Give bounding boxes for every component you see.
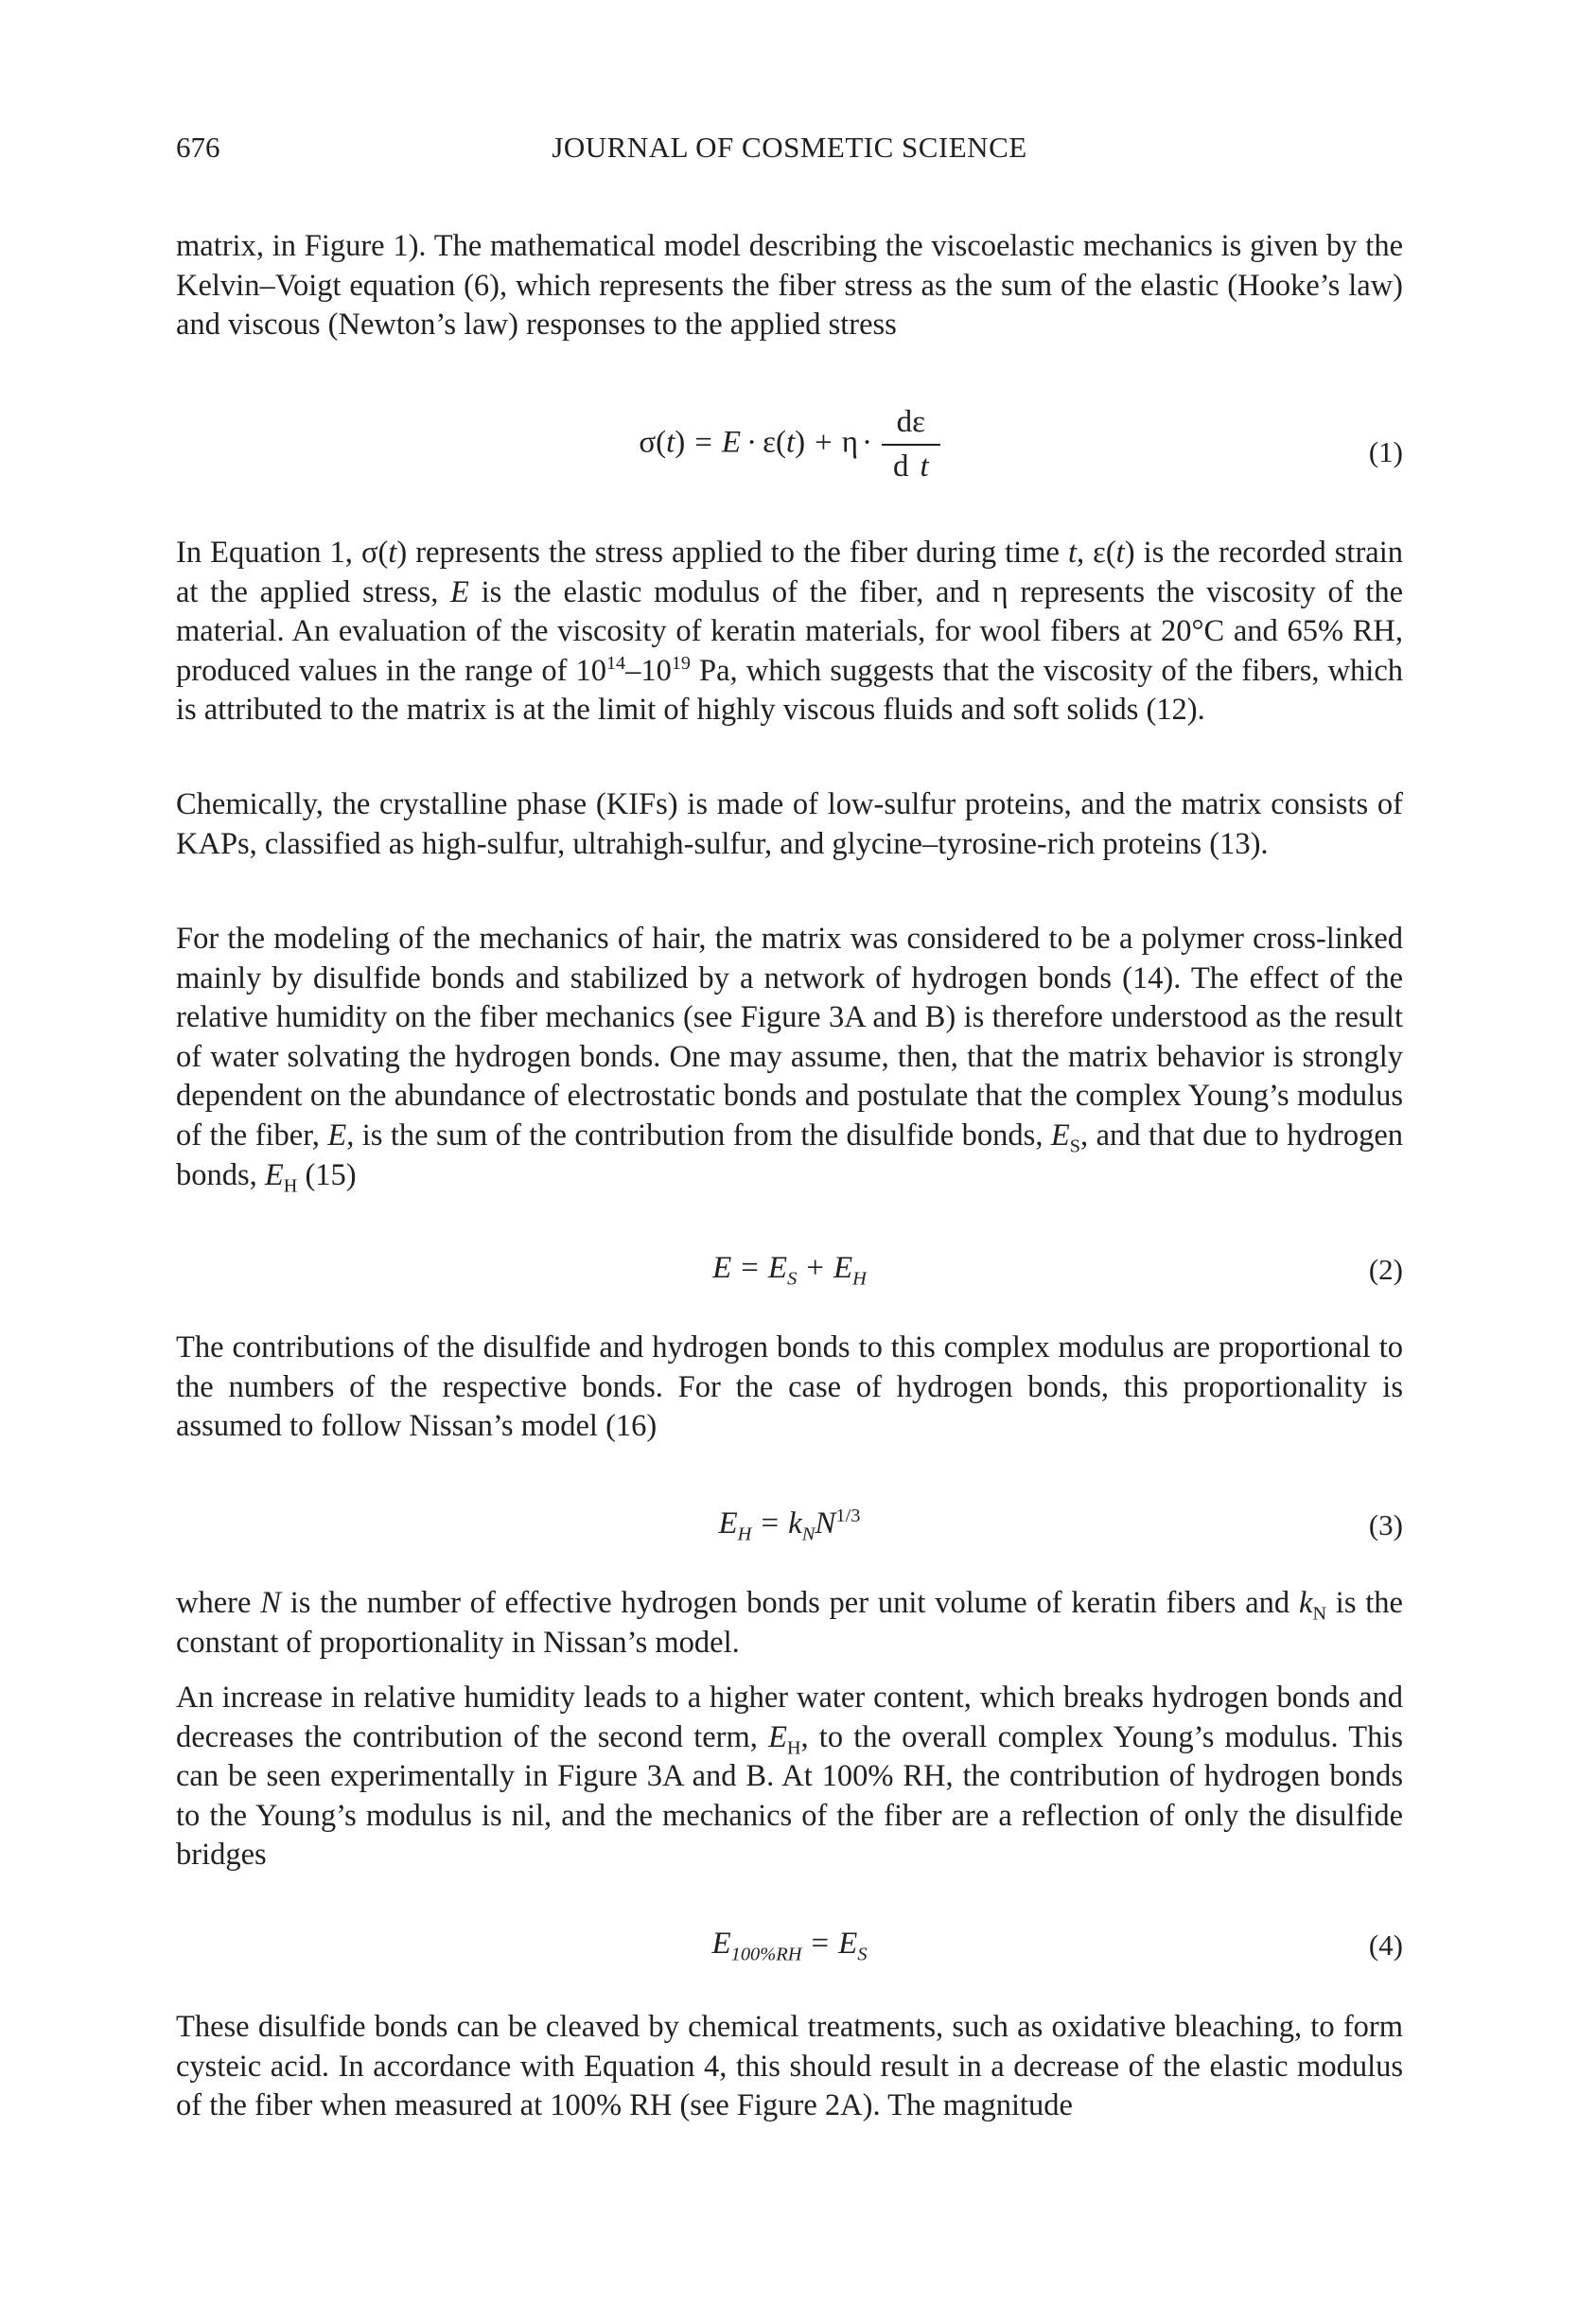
paragraph-8 [176,2008,1403,2126]
paragraph-text: These disulfide bonds can be cleaved by chemical treatments, such as oxidative bleaching, to form cysteic acid. In accordance with Equation 4, this should result in a decrease of the elastic modulus of the fiber when measured at 100% RH (see Figure 2A). The magnitude [176,2010,1403,2123]
paragraph-4 [176,920,1403,1195]
equation-3 [176,1506,1403,1550]
equation-number: (4) [1368,1928,1403,1962]
paragraph-7 [176,1679,1403,1875]
equation-2 [176,1251,1403,1294]
paragraph-2 [176,534,1403,731]
paragraph-1 [176,227,1403,345]
journal-title: JOURNAL OF COSMETIC SCIENCE [552,131,1027,164]
equation-body: $E_H = k_NN^{1/3}$ [718,1505,861,1545]
equation-body: $E = E_S + E_H$ [712,1251,867,1290]
paragraph-text: Chemically, the crystalline phase (KIFs) is made of low-sulfur proteins, and the matrix consists of KAPs, classified as high-sulfur, ultrahigh-sulfur, and glycine–tyrosine-rich proteins (13). [176,787,1403,861]
page-number: 676 [176,131,220,164]
paragraph-6 [176,1584,1403,1663]
equation-1 [176,405,1403,500]
paragraph-text: In Equation 1, σ(t) represents the stress applied to the fiber during time t, ε(t) is the recorded strain at the applied stress, E is the elastic modulus of the fiber, and η represents the viscosity of the material. An evaluation of the viscosity of keratin materials, for wool fibers at 20°C and 65% RH, produced values in the range of $10^{14}-10^{19}$ Pa, which suggests that the viscosity of the fibers, which is attributed to the matrix is at the limit of highly viscous fluids and soft solids (12). [176,536,1403,728]
paragraph-text: For the modeling of the mechanics of hair, the matrix was considered to be a polymer cross-linked mainly by disulfide bonds and stabilized by a network of hydrogen bonds (14). The effect of the relative humidity on the fiber mechanics (see Figure 3A and B) is therefore understood as the result of water solvating the hydrogen bonds. One may assume, then, that the matrix behavior is strongly dependent on the abundance of electrostatic bonds and postulate that the complex Young’s modulus of the fiber, E, is the sum of the contribution from the disulfide bonds, $E_S$, and that due to hydrogen bonds, $E_H$ (15) [176,922,1403,1197]
equation-body: σ(t) = E · ε(t) + η · $\frac{d\varepsilon}{\text{d t}}$ [176,405,1403,484]
paragraph-3 [176,785,1403,864]
paragraph-text: The contributions of the disulfide and hydrogen bonds to this complex modulus are proportional to the numbers of the respective bonds. For the case of hydrogen bonds, this proportionality is assumed to follow Nissan’s model (16) [176,1330,1403,1444]
equation-4 [176,1927,1403,1970]
paragraph-text: An increase in relative humidity leads to a higher water content, which breaks hydrogen bonds and decreases the contribution of the second term, $E_H$, to the overall complex Young’s modulus. This can be seen experimentally in Figure 3A and B. At 100% RH, the contribution of hydrogen bonds to the Young’s modulus is nil, and the mechanics of the fiber are a reflection of only the disulfide bridges [176,1681,1403,1873]
equation-body: $E_{100\%RH} = E_S$ [711,1927,868,1965]
paragraph-text: where N is the number of effective hydrogen bonds per unit volume of keratin fibers and $k_N$ is the constant of proportionality in Nissan’s model. [176,1586,1403,1660]
paragraph-5 [176,1329,1403,1447]
paragraph-text: matrix, in Figure 1). The mathematical model describing the viscoelastic mechanics is given by the Kelvin–Voigt equation (6), which represents the fiber stress as the sum of the elastic (Hooke’s law) and viscous (Newton’s law) responses to the applied stress [176,229,1403,343]
fraction: $\frac{d\varepsilon}{\text{d t}}$ [882,405,940,484]
equation-number: (1) [1368,435,1403,468]
equation-number: (2) [1368,1253,1403,1286]
running-header [176,131,1403,174]
equation-number: (3) [1368,1508,1403,1541]
